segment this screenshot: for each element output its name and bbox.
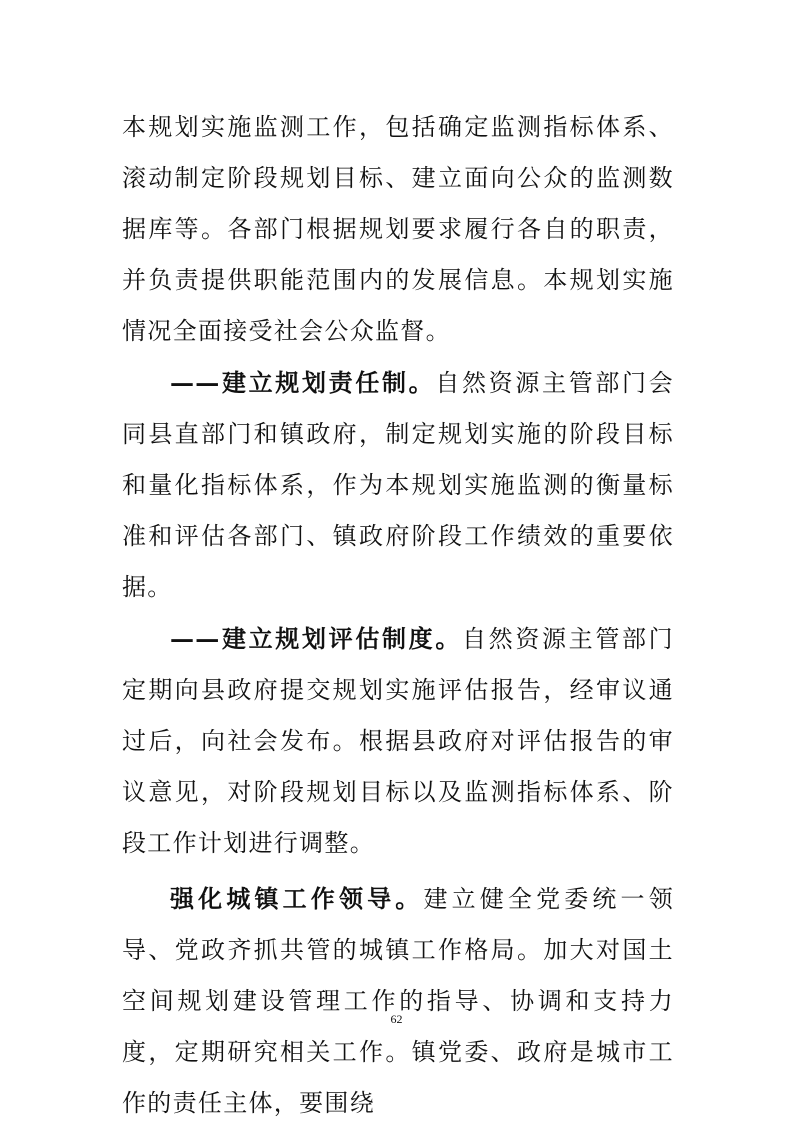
- paragraph-continuation: [122, 102, 674, 357]
- paragraph-heading: 强化城镇工作领导。: [170, 884, 424, 913]
- paragraph-heading: ——建立规划评估制度。: [170, 624, 462, 653]
- paragraph-heading: ——建立规划责任制。: [170, 368, 436, 397]
- paragraph-text: 建立健全党委统一领导、党政齐抓共管的城镇工作格局。加大对国土空间规划建设管理工作的指导、协调和支持力度，定期研究相关工作。镇党委、政府是城市工作的责任主体，要围绕: [122, 885, 675, 1117]
- paragraph-leadership: [122, 873, 674, 1129]
- paragraph-text: 本规划实施监测工作，包括确定监测指标体系、滚动制定阶段规划目标、建立面向公众的监测数据库等。各部门根据规划要求履行各自的职责，并负责提供职能范围内的发展信息。本规划实施情况全面接受社会公众监督。: [122, 113, 674, 345]
- paragraph-planning-responsibility: [122, 357, 674, 613]
- body-text: [122, 102, 674, 1129]
- paragraph-text: 自然资源主管部门定期向县政府提交规划实施评估报告，经审议通过后，向社会发布。根据县政府对评估报告的审议意见，对阶段规划目标以及监测指标体系、阶段工作计划进行调整。: [122, 625, 674, 857]
- paragraph-text: 自然资源主管部门会同县直部门和镇政府，制定规划实施的阶段目标和量化指标体系，作为本规划实施监测的衡量标准和评估各部门、镇政府阶段工作绩效的重要依据。: [122, 369, 675, 601]
- page-number: 62: [390, 1012, 403, 1026]
- paragraph-planning-evaluation: [122, 613, 674, 869]
